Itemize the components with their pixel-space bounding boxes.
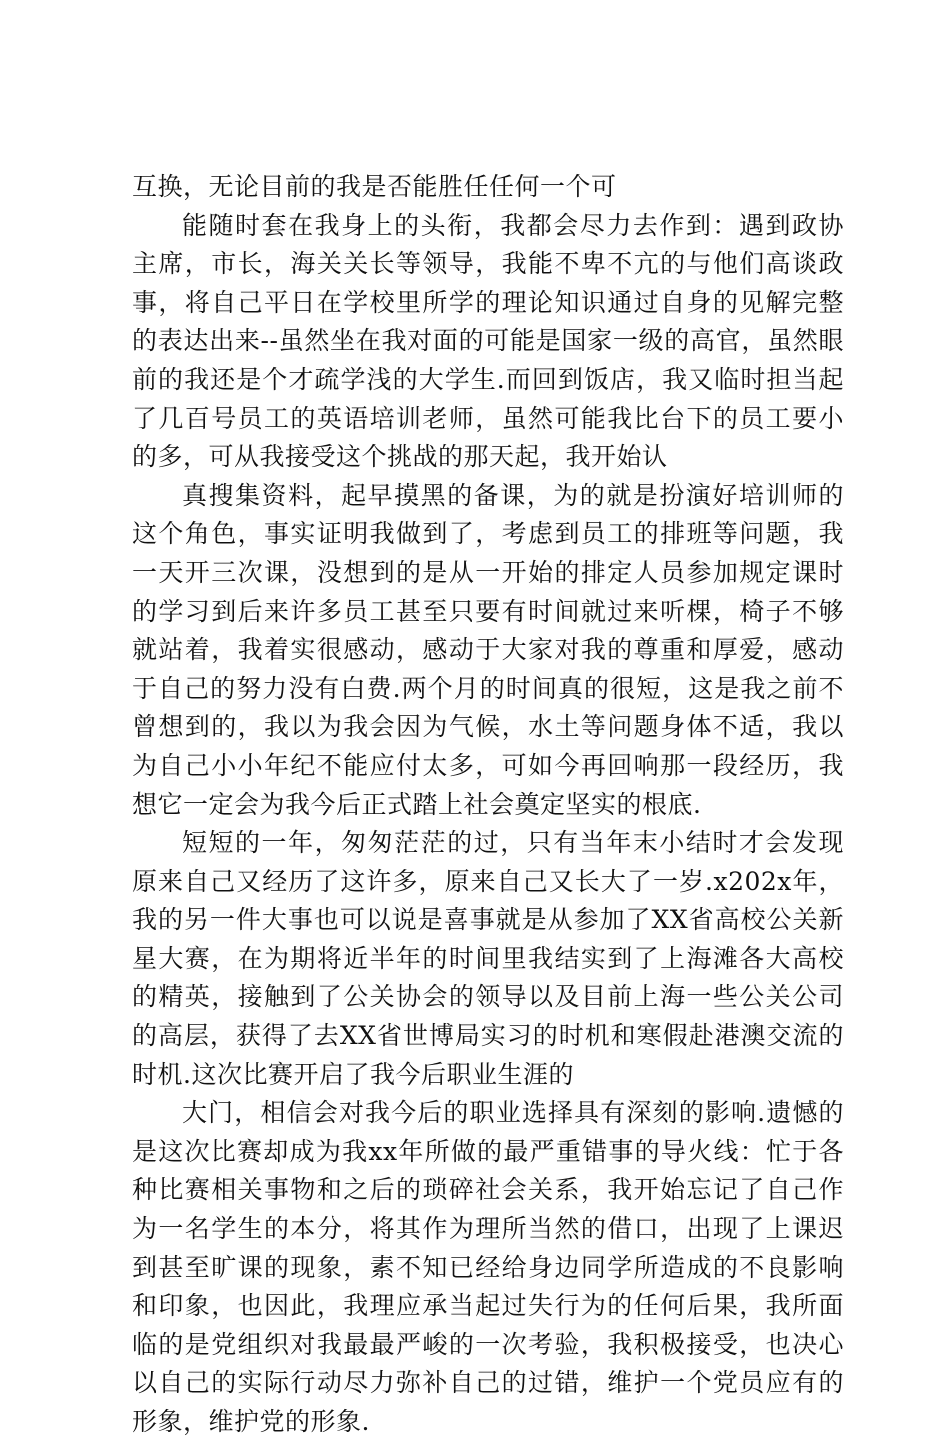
document-body [132, 168, 844, 1442]
paragraph: 短短的一年，匆匆茫茫的过，只有当年末小结时才会发现原来自己又经历了这许多，原来自己又长大了一岁.x202x年，我的另一件大事也可以说是喜事就是从参加了XX省高校公关新星大赛，在为期将近半年的时间里我结实到了上海滩各大高校的精英，接触到了公关协会的领导以及目前上海一些公关公司的高层，获得了去XX省世博局实习的时机和寒假赴港澳交流的时机.这次比赛开启了我今后职业生涯的 [132, 828, 844, 1089]
paragraph: 真搜集资料，起早摸黑的备课，为的就是扮演好培训师的这个角色，事实证明我做到了，考虑到员工的排班等问题，我一天开三次课，没想到的是从一开始的排定人员参加规定课时的学习到后来许多员工甚至只要有时间就过来听棵，椅子不够就站着，我着实很感动，感动于大家对我的尊重和厚爱，感动于自己的努力没有白费.两个月的时间真的很短，这是我之前不曾想到的，我以为我会因为气候，水土等问题身体不适，我以为自己小小年纪不能应付太多，可如今再回响那一段经历，我想它一定会为我今后正式踏上社会奠定坚实的根底. [132, 480, 844, 819]
paragraph: 大门，相信会对我今后的职业选择具有深刻的影响.遗憾的是这次比赛却成为我xx年所做的最严重错事的导火线：忙于各种比赛相关事物和之后的琐碎社会关系，我开始忘记了自己作为一名学生的本分，将其作为理所当然的借口，出现了上课迟到甚至旷课的现象，素不知已经给身边同学所造成的不良影响和印象，也因此，我理应承当起过失行为的任何后果，我所面临的是党组织对我最最严峻的一次考验，我积极接受，也决心以自己的实际行动尽力弥补自己的过错，维护一个党员应有的形象，维护党的形象. [132, 1098, 844, 1436]
paragraph: 能随时套在我身上的头衔，我都会尽力去作到：遇到政协主席，市长，海关关长等领导，我能不卑不亢的与他们高谈政事，将自己平日在学校里所学的理论知识通过自身的见解完整的表达出来--虽然坐在我对面的可能是国家一级的高官，虽然眼前的我还是个才疏学浅的大学生.而回到饭店，我又临时担当起了几百号员工的英语培训老师，虽然可能我比台下的员工要小的多，可从我接受这个挑战的那天起，我开始认 [132, 210, 844, 472]
paragraph: 互换，无论目前的我是否能胜任任何一个可 [132, 172, 617, 201]
